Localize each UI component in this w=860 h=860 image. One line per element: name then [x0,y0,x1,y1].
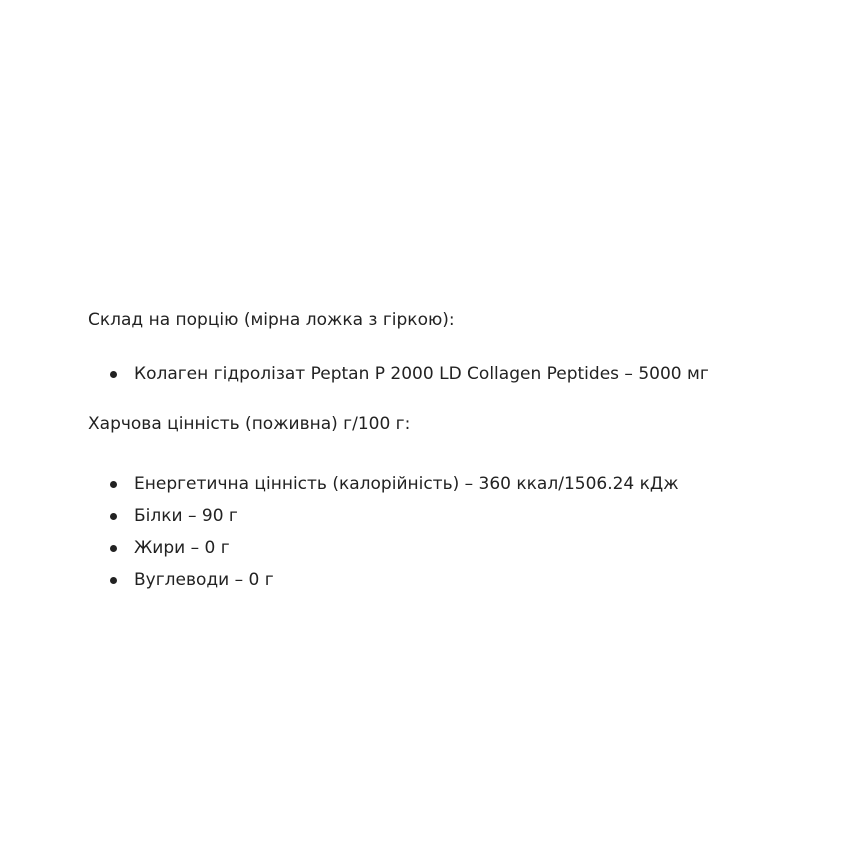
list-item-text: Вуглеводи – 0 г [134,570,274,590]
list-item [88,500,828,532]
bullet-icon [110,481,117,488]
bullet-icon [110,545,117,552]
list-item [88,532,828,564]
nutrition-list [88,468,828,596]
bullet-icon [110,371,117,378]
product-description [88,306,828,596]
list-item-text: Енергетична цінність (калорійність) – 360 ккал/1506.24 кДж [134,474,679,494]
bullet-icon [110,577,117,584]
composition-list [88,358,828,390]
list-item-text: Білки – 90 г [134,506,238,526]
list-item [88,564,828,596]
list-item-text: Жири – 0 г [134,538,230,558]
list-item [88,358,828,390]
list-item [88,468,828,500]
bullet-icon [110,513,117,520]
nutrition-heading: Харчова цінність (поживна) г/100 г: [88,414,411,434]
composition-heading: Склад на порцію (мірна ложка з гіркою): [88,310,455,330]
list-item-text: Колаген гідролізат Peptan P 2000 LD Collagen Peptides – 5000 мг [134,364,709,384]
